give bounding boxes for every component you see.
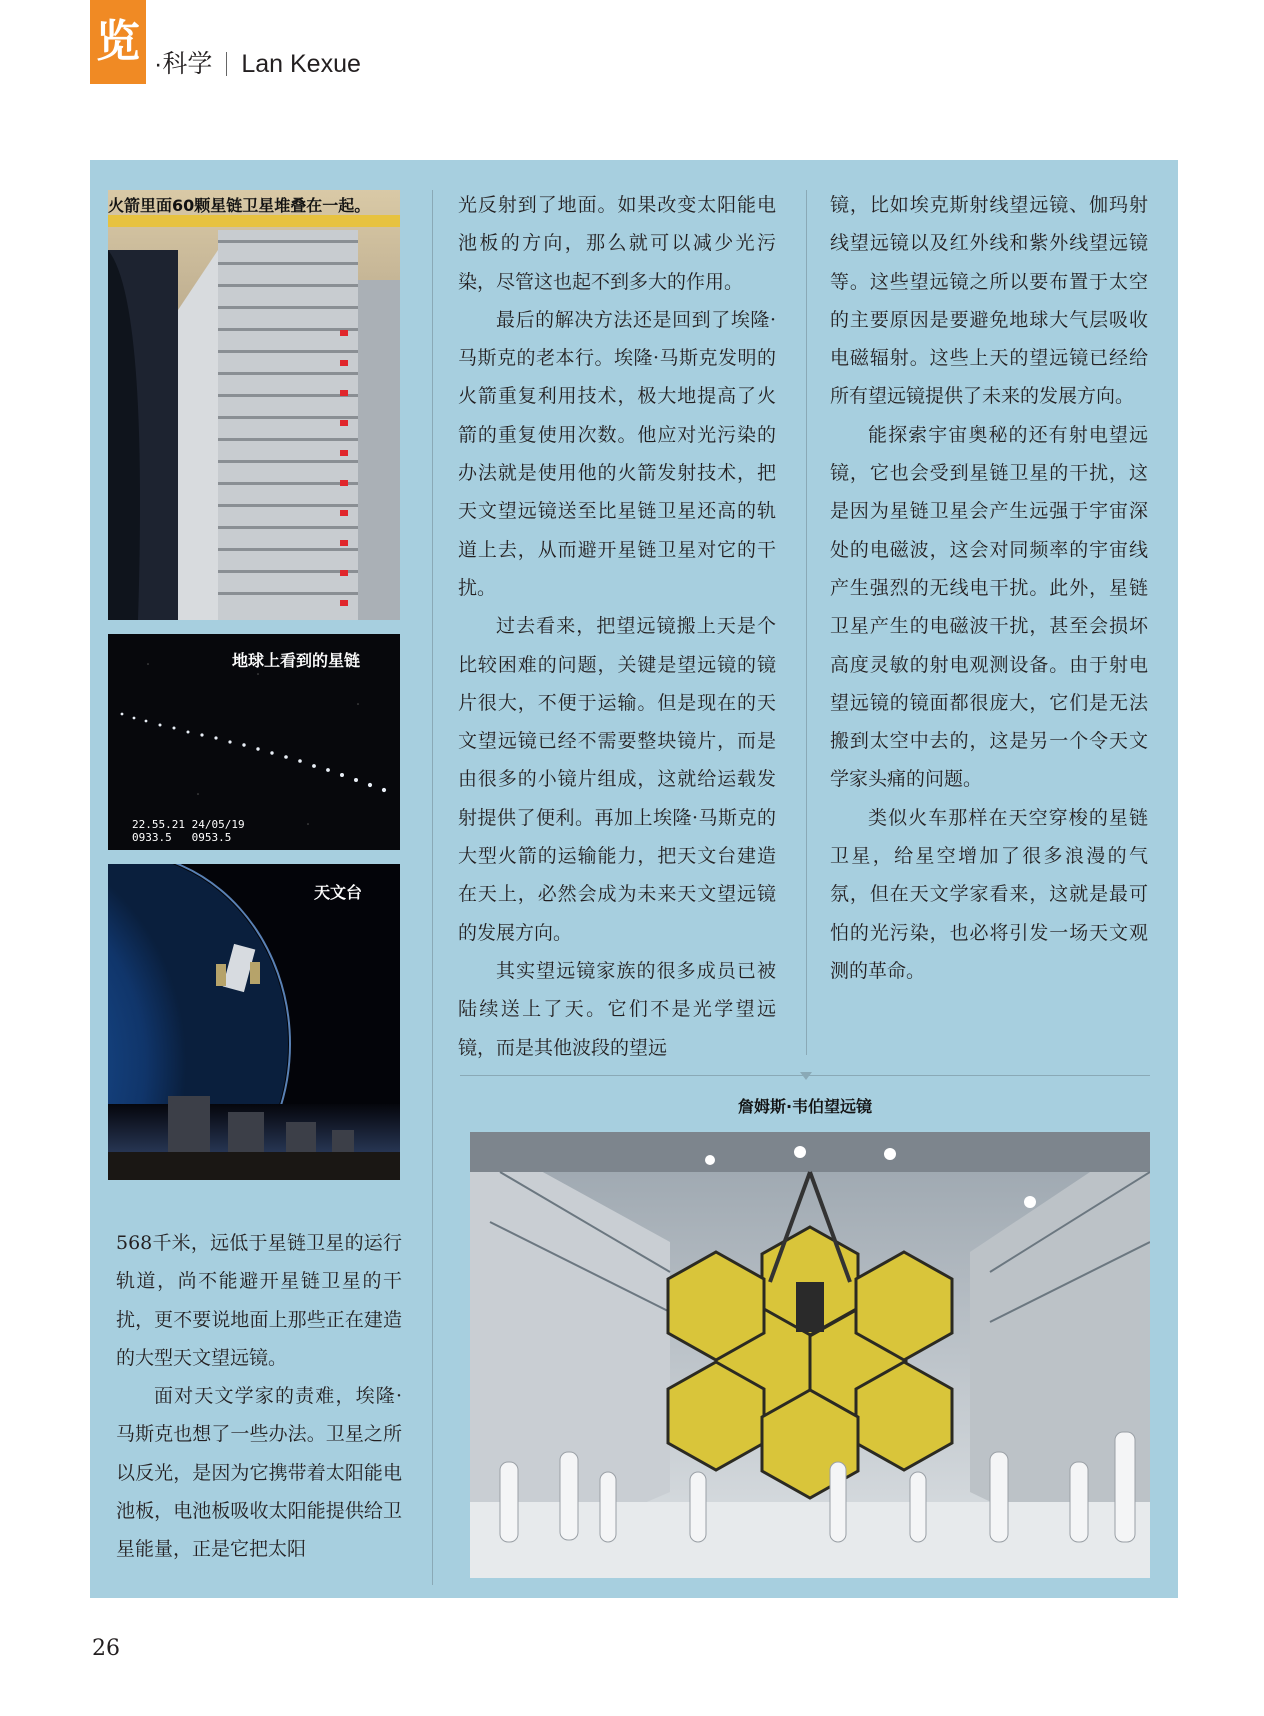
col-mid-para-2: 最后的解决方法还是回到了埃隆·马斯克的老本行。埃隆·马斯克发明的火箭重复利用技术，极大地提高了火箭的重复使用次数。他应对光污染的办法就是使用他的火箭发射技术，把天文望远镜送至比星链卫星还高的轨道上去，从而避开星链卫星对它的干扰。 [458,308,776,599]
divider-marker-icon [800,1072,812,1080]
rocket-caption: 火箭里面60颗星链卫星堆叠在一起。 [108,196,371,215]
col-mid-para-4: 其实望远镜家族的很多成员已被陆续送上了天。它们不是光学望远镜，而是其他波段的望远 [458,959,776,1059]
col-mid-para-1: 光反射到了地面。如果改变太阳能电池板的方向，那么就可以减少光污染，尽管这也起不到多大的作用。 [458,194,776,293]
observatory-caption: 天文台 [314,883,363,902]
col-left-para-1: 568千米，远低于星链卫星的运行轨道，尚不能避开星链卫星的干扰，更不要说地面上那些正在建造的大型天文望远镜。 [116,1232,402,1369]
jwst-caption: 詹姆斯·韦伯望远镜 [737,1097,873,1116]
column-divider-1 [432,190,433,1585]
col-left-para-2: 面对天文学家的责难，埃隆·马斯克也想了一些办法。卫星之所以反光，是因为它携带着太阳能电池板，电池板吸收太阳能提供给卫星能量，正是它把太阳 [116,1385,402,1561]
col-right-para-1: 镜，比如埃克斯射线望远镜、伽玛射线望远镜以及红外线和紫外线望远镜等。这些望远镜之所以要布置于太空的主要原因是要避免地球大气层吸收电磁辐射。这些上天的望远镜已经给所有望远镜提供了未来的发展方向。 [830,194,1148,408]
photo-timestamp [132,818,245,844]
section-badge: 览 [90,0,146,84]
observatory-photo [108,864,400,1180]
starlink-sky-caption: 地球上看到的星链 [232,651,361,670]
column-divider-2 [806,190,807,1055]
column-right [830,186,1148,990]
column-left [116,1224,402,1569]
page-number: 26 [92,1636,120,1661]
col-mid-para-3: 过去看来，把望远镜搬上天是个比较困难的问题，关键是望远镜的镜片很大，不便于运输。但是现在的天文望远镜已经不需要整块镜片，而是由很多的小镜片组成，这就给运载发射提供了便利。再加上埃隆·马斯克的大型火箭的运输能力，把天文台建造在天上，必然会成为未来天文望远镜的发展方向。 [458,615,776,944]
header-divider [226,52,227,76]
timestamp-line-2: 0933.5 0953.5 [132,831,232,844]
jwst-photo [470,1132,1150,1578]
column-middle [458,186,776,1067]
col-right-para-2: 能探索宇宙奥秘的还有射电望远镜，它也会受到星链卫星的干扰，这是因为星链卫星会产生远强于宇宙深处的电磁波，这会对同频率的宇宙线产生强烈的无线电干扰。此外，星链卫星产生的电磁波干扰，甚至会损坏高度灵敏的射电观测设备。由于射电望远镜的镜面都很庞大，它们是无法搬到太空中去的，这是另一个令天文学家头痛的问题。 [830,423,1148,791]
section-title [154,44,361,80]
timestamp-line-1: 22.55.21 24/05/19 [132,818,245,831]
col-right-para-3: 类似火车那样在天空穿梭的星链卫星，给星空增加了很多浪漫的气氛，但在天文学家看来，这就是最可怕的光污染，也必将引发一场天文观测的革命。 [830,806,1148,982]
section-pinyin: Lan Kexue [241,50,361,78]
section-name: ·科学 [154,50,213,78]
starlink-stack-photo [108,190,400,620]
